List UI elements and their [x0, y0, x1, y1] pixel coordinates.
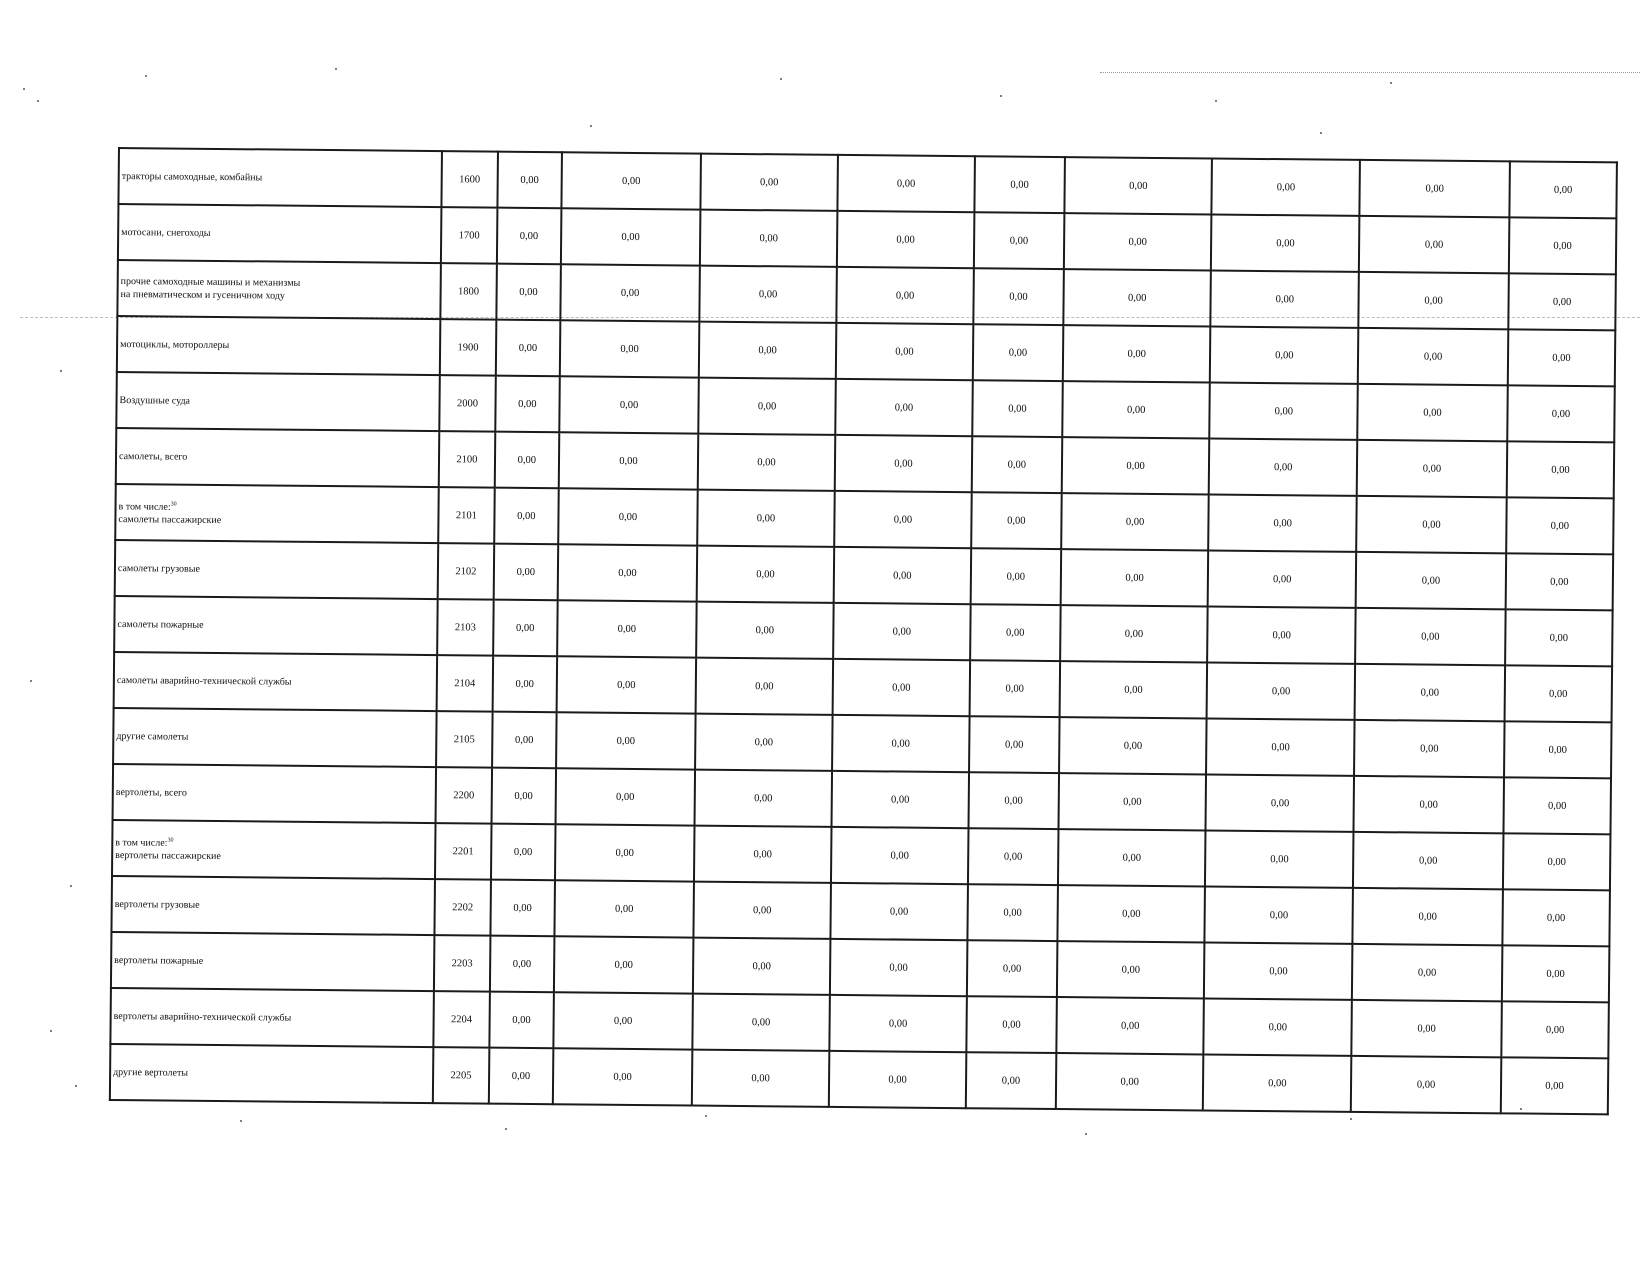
value-cell: 0,00: [829, 995, 966, 1052]
row-code: 2000: [439, 375, 495, 432]
scan-speck: [590, 125, 592, 127]
value-cell: 0,00: [558, 544, 698, 601]
value-cell: 0,00: [973, 324, 1063, 381]
value-cell: 0,00: [1057, 885, 1205, 942]
value-cell: 0,00: [491, 768, 556, 825]
row-name-cell: [118, 148, 442, 207]
value-cell: 0,00: [694, 826, 831, 883]
value-cell: 0,00: [973, 268, 1063, 325]
row-name-cell: [110, 988, 434, 1047]
value-cell: 0,00: [1358, 272, 1508, 329]
row-name-line2: вертолеты пассажирские: [115, 850, 221, 863]
scan-speck: [1520, 1108, 1522, 1110]
value-cell: 0,00: [553, 1048, 693, 1105]
value-cell: 0,00: [1504, 721, 1612, 778]
value-cell: 0,00: [489, 1048, 554, 1105]
scan-speck: [240, 1120, 242, 1122]
scan-speck: [60, 370, 62, 372]
value-cell: 0,00: [1058, 829, 1206, 886]
row-name: самолеты, всего: [118, 450, 188, 463]
value-cell: 0,00: [1352, 944, 1502, 1001]
value-cell: 0,00: [1057, 941, 1205, 998]
scan-speck: [30, 680, 32, 682]
value-cell: 0,00: [555, 824, 695, 881]
value-cell: 0,00: [1203, 1054, 1351, 1111]
value-cell: 0,00: [972, 380, 1062, 437]
value-cell: 0,00: [497, 208, 562, 265]
value-cell: 0,00: [972, 436, 1062, 493]
row-name: мотоциклы, мотороллеры: [120, 338, 230, 351]
value-cell: 0,00: [1210, 326, 1358, 383]
row-code: 2205: [433, 1047, 489, 1104]
value-cell: 0,00: [555, 768, 695, 825]
row-code: 2201: [435, 823, 491, 880]
value-cell: 0,00: [966, 1052, 1056, 1109]
row-name-cell: [113, 764, 437, 823]
row-code: 2103: [437, 599, 493, 656]
value-cell: 0,00: [695, 770, 832, 827]
value-cell: 0,00: [1060, 549, 1208, 606]
row-name-line2: самолеты пассажирские: [118, 514, 222, 527]
value-cell: 0,00: [496, 264, 561, 321]
value-cell: 0,00: [1509, 161, 1617, 218]
value-cell: 0,00: [1059, 717, 1207, 774]
scan-speck: [1320, 132, 1322, 134]
value-cell: 0,00: [497, 152, 562, 209]
value-cell: 0,00: [1204, 998, 1352, 1055]
value-cell: 0,00: [1501, 1001, 1609, 1058]
value-cell: 0,00: [1064, 157, 1212, 214]
value-cell: 0,00: [1358, 328, 1508, 385]
row-name-cell: [111, 876, 435, 935]
row-code: 2100: [439, 431, 495, 488]
value-cell: 0,00: [1501, 1057, 1609, 1114]
value-cell: 0,00: [967, 940, 1057, 997]
row-name: тракторы самоходные, комбайны: [121, 170, 263, 183]
row-name: мотосани, снегоходы: [121, 226, 211, 239]
value-cell: 0,00: [1503, 777, 1611, 834]
value-cell: 0,00: [974, 212, 1064, 269]
value-cell: 0,00: [1208, 550, 1356, 607]
value-cell: 0,00: [1351, 1000, 1501, 1057]
value-cell: 0,00: [493, 544, 558, 601]
row-code: 2101: [438, 487, 494, 544]
row-name: прочие самоходные машины и механизмы: [120, 276, 301, 289]
scan-speck: [1350, 1118, 1352, 1120]
row-code: 2204: [433, 991, 489, 1048]
row-code: 2105: [436, 711, 492, 768]
value-cell: 0,00: [1062, 381, 1210, 438]
value-cell: 0,00: [698, 434, 835, 491]
value-cell: 0,00: [967, 884, 1057, 941]
value-cell: 0,00: [835, 435, 972, 492]
row-name-cell: [113, 708, 437, 767]
value-cell: 0,00: [1507, 441, 1615, 498]
scan-speck: [505, 1128, 507, 1130]
value-cell: 0,00: [558, 488, 698, 545]
vehicles-table: [109, 147, 1618, 1115]
value-cell: 0,00: [1064, 213, 1212, 270]
row-name: другие самолеты: [116, 730, 189, 743]
scan-artifact-line: [1100, 72, 1640, 73]
value-cell: 0,00: [556, 712, 696, 769]
row-code: 1600: [442, 151, 498, 208]
value-cell: 0,00: [970, 660, 1060, 717]
value-cell: 0,00: [1204, 942, 1352, 999]
table-body: [110, 148, 1617, 1114]
value-cell: 0,00: [699, 322, 836, 379]
value-cell: 0,00: [837, 155, 974, 212]
value-cell: 0,00: [1509, 217, 1617, 274]
value-cell: 0,00: [1208, 606, 1356, 663]
value-cell: 0,00: [1504, 665, 1612, 722]
scan-speck: [1000, 95, 1002, 97]
value-cell: 0,00: [1063, 325, 1211, 382]
value-cell: 0,00: [832, 715, 969, 772]
value-cell: 0,00: [695, 714, 832, 771]
value-cell: 0,00: [968, 828, 1058, 885]
value-cell: 0,00: [836, 267, 973, 324]
row-name-cell: [110, 1044, 434, 1103]
value-cell: 0,00: [491, 824, 556, 881]
value-cell: 0,00: [559, 432, 699, 489]
value-cell: 0,00: [490, 880, 555, 937]
value-cell: 0,00: [697, 546, 834, 603]
value-cell: 0,00: [1356, 552, 1506, 609]
scan-speck: [145, 75, 147, 77]
value-cell: 0,00: [1351, 1056, 1501, 1113]
value-cell: 0,00: [1060, 605, 1208, 662]
value-cell: 0,00: [966, 996, 1056, 1053]
value-cell: 0,00: [700, 154, 837, 211]
value-cell: 0,00: [831, 771, 968, 828]
value-cell: 0,00: [1502, 945, 1610, 1002]
value-cell: 0,00: [698, 378, 835, 435]
value-cell: 0,00: [1508, 273, 1616, 330]
value-cell: 0,00: [829, 1051, 966, 1108]
value-cell: 0,00: [1209, 494, 1357, 551]
value-cell: 0,00: [1211, 215, 1359, 272]
value-cell: 0,00: [1205, 830, 1353, 887]
row-name-cell: [115, 484, 439, 543]
value-cell: 0,00: [561, 152, 701, 209]
value-cell: 0,00: [1357, 384, 1507, 441]
value-cell: 0,00: [1056, 1053, 1204, 1110]
value-cell: 0,00: [1063, 269, 1211, 326]
value-cell: 0,00: [699, 266, 836, 323]
value-cell: 0,00: [561, 208, 701, 265]
value-cell: 0,00: [970, 604, 1060, 661]
value-cell: 0,00: [559, 376, 699, 433]
value-cell: 0,00: [1212, 159, 1360, 216]
value-cell: 0,00: [560, 320, 700, 377]
value-cell: 0,00: [1062, 437, 1210, 494]
value-cell: 0,00: [1206, 718, 1354, 775]
value-cell: 0,00: [697, 490, 834, 547]
row-name: вертолеты грузовые: [114, 898, 200, 911]
value-cell: 0,00: [692, 994, 829, 1051]
value-cell: 0,00: [1205, 886, 1353, 943]
value-cell: 0,00: [968, 772, 1058, 829]
footnote-ref: 30: [167, 837, 174, 844]
row-name-line2: на пневматическом и гусеничном ходу: [120, 289, 286, 302]
value-cell: 0,00: [1502, 889, 1610, 946]
value-cell: 0,00: [835, 379, 972, 436]
value-cell: 0,00: [492, 712, 557, 769]
row-name: самолеты грузовые: [117, 562, 200, 575]
value-cell: 0,00: [1059, 661, 1207, 718]
scan-speck: [70, 885, 72, 887]
value-cell: 0,00: [831, 827, 968, 884]
value-cell: 0,00: [1355, 664, 1505, 721]
value-cell: 0,00: [1360, 160, 1510, 217]
row-name-cell: [111, 932, 435, 991]
row-name-cell: [114, 652, 438, 711]
scan-speck: [50, 1030, 52, 1032]
value-cell: 0,00: [969, 716, 1059, 773]
value-cell: 0,00: [1354, 720, 1504, 777]
value-cell: 0,00: [1355, 608, 1505, 665]
row-code: 1900: [440, 319, 496, 376]
value-cell: 0,00: [493, 600, 558, 657]
value-cell: 0,00: [837, 211, 974, 268]
value-cell: 0,00: [1359, 216, 1509, 273]
row-code: 1700: [441, 207, 497, 264]
footnote-ref: 30: [170, 501, 177, 508]
value-cell: 0,00: [1357, 440, 1507, 497]
value-cell: 0,00: [834, 491, 971, 548]
value-cell: 0,00: [494, 432, 559, 489]
scan-speck: [1390, 82, 1392, 84]
scan-speck: [37, 100, 39, 102]
value-cell: 0,00: [830, 883, 967, 940]
row-name: Воздушные суда: [119, 394, 191, 407]
value-cell: 0,00: [554, 880, 694, 937]
value-cell: 0,00: [553, 992, 693, 1049]
row-code: 2200: [436, 767, 492, 824]
value-cell: 0,00: [494, 488, 559, 545]
row-name: самолеты аварийно-технической службы: [116, 674, 292, 688]
row-code: 2202: [435, 879, 491, 936]
value-cell: 0,00: [700, 210, 837, 267]
scan-speck: [75, 1085, 77, 1087]
value-cell: 0,00: [1353, 832, 1503, 889]
value-cell: 0,00: [696, 658, 833, 715]
value-cell: 0,00: [1354, 776, 1504, 833]
row-code: 1800: [440, 263, 496, 320]
value-cell: 0,00: [693, 882, 830, 939]
row-name-cell: [118, 204, 442, 263]
row-name-cell: [114, 596, 438, 655]
row-name-cell: [116, 372, 440, 431]
value-cell: 0,00: [830, 939, 967, 996]
scan-speck: [23, 88, 25, 90]
row-name: вертолеты аварийно-технической службы: [113, 1010, 292, 1024]
scan-speck: [780, 78, 782, 80]
scan-speck: [705, 1115, 707, 1117]
scan-speck: [380, 1102, 382, 1104]
scan-speck: [335, 68, 337, 70]
value-cell: 0,00: [495, 376, 560, 433]
row-name: вертолеты пожарные: [114, 954, 204, 967]
value-cell: 0,00: [557, 600, 697, 657]
value-cell: 0,00: [971, 492, 1061, 549]
value-cell: 0,00: [490, 936, 555, 993]
value-cell: 0,00: [1056, 997, 1204, 1054]
row-code: 2102: [438, 543, 494, 600]
row-name-cell: [112, 820, 436, 879]
value-cell: 0,00: [1505, 609, 1613, 666]
value-cell: 0,00: [489, 992, 554, 1049]
value-cell: 0,00: [1206, 774, 1354, 831]
row-name: другие вертолеты: [113, 1066, 189, 1079]
value-cell: 0,00: [1210, 382, 1358, 439]
row-name: в том числе:: [118, 501, 171, 513]
row-name-cell: [115, 540, 439, 599]
value-cell: 0,00: [554, 936, 694, 993]
value-cell: 0,00: [692, 1050, 829, 1107]
row-name-cell: [116, 428, 440, 487]
value-cell: 0,00: [693, 938, 830, 995]
value-cell: 0,00: [1356, 496, 1506, 553]
value-cell: 0,00: [492, 656, 557, 713]
row-name: в том числе:: [115, 837, 168, 849]
value-cell: 0,00: [1506, 497, 1614, 554]
value-cell: 0,00: [834, 547, 971, 604]
value-cell: 0,00: [836, 323, 973, 380]
value-cell: 0,00: [974, 156, 1064, 213]
row-code: 2104: [437, 655, 493, 712]
scan-speck: [1215, 100, 1217, 102]
row-name: самолеты пожарные: [117, 618, 204, 631]
row-name-cell: [117, 316, 441, 375]
value-cell: 0,00: [560, 264, 700, 321]
value-cell: 0,00: [1507, 385, 1615, 442]
value-cell: 0,00: [496, 320, 561, 377]
value-cell: 0,00: [1353, 888, 1503, 945]
value-cell: 0,00: [1209, 438, 1357, 495]
scan-speck: [1085, 1133, 1087, 1135]
value-cell: 0,00: [833, 659, 970, 716]
value-cell: 0,00: [557, 656, 697, 713]
value-cell: 0,00: [1207, 662, 1355, 719]
value-cell: 0,00: [1058, 773, 1206, 830]
row-name-cell: [117, 260, 441, 319]
value-cell: 0,00: [971, 548, 1061, 605]
value-cell: 0,00: [1503, 833, 1611, 890]
row-code: 2203: [434, 935, 490, 992]
value-cell: 0,00: [1211, 271, 1359, 328]
value-cell: 0,00: [696, 602, 833, 659]
value-cell: 0,00: [1506, 553, 1614, 610]
value-cell: 0,00: [1061, 493, 1209, 550]
row-name: вертолеты, всего: [115, 786, 187, 799]
value-cell: 0,00: [1508, 329, 1616, 386]
value-cell: 0,00: [833, 603, 970, 660]
